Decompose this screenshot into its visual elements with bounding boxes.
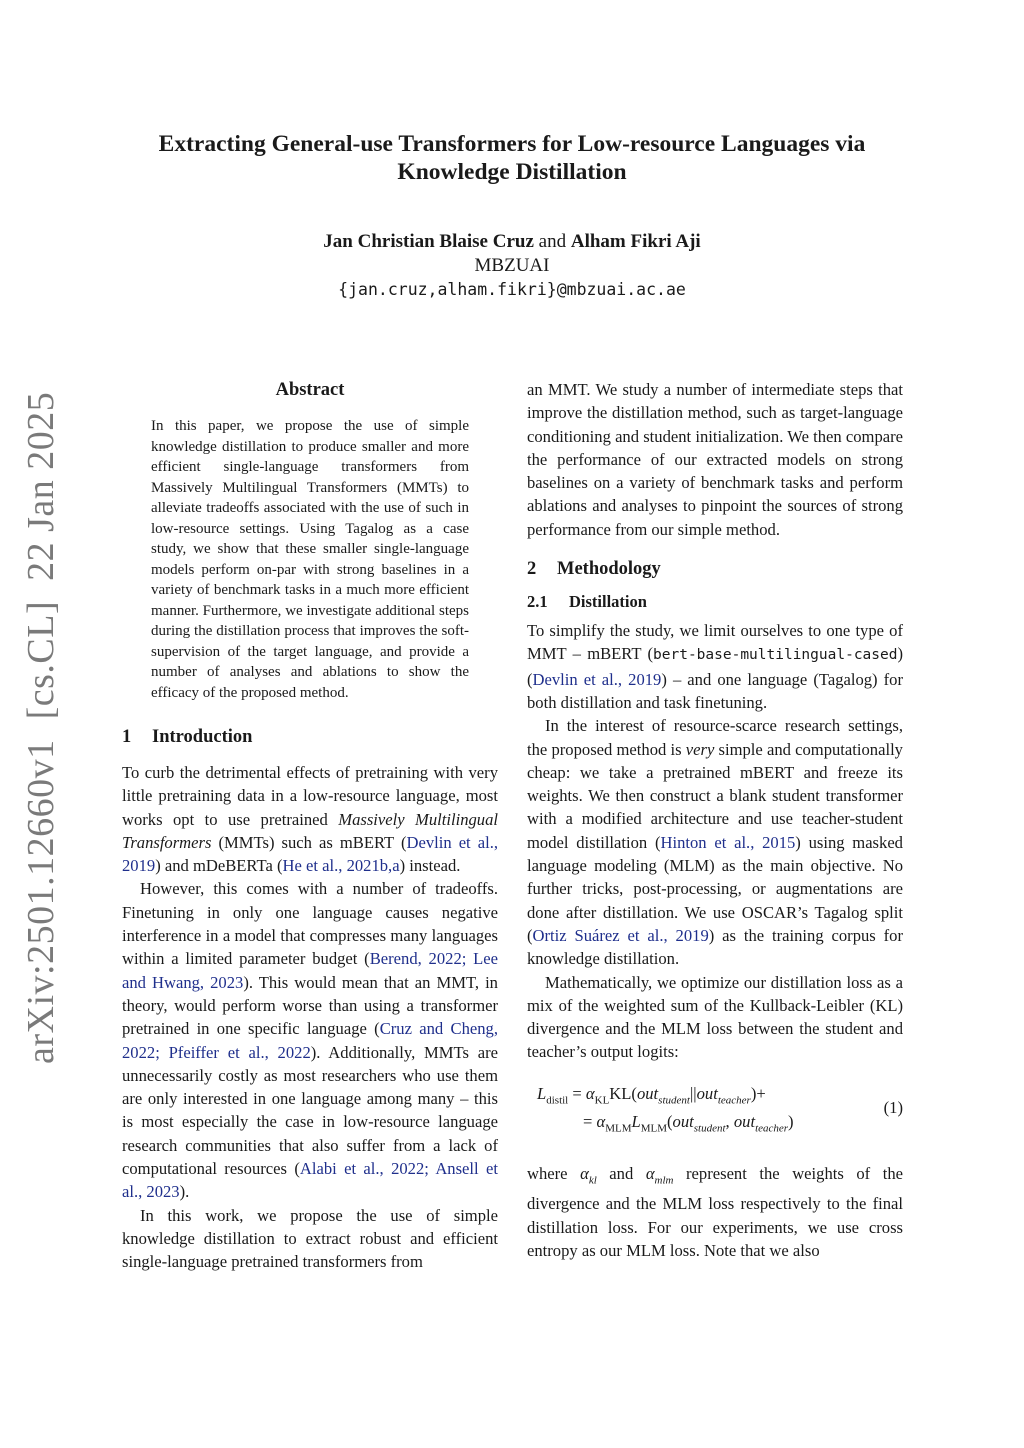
section-number: 1 — [122, 727, 132, 747]
citation-link[interactable]: Cruz and Cheng, 2022; Pfeiffer et al., 2022 — [122, 1019, 498, 1062]
emphasis: very — [685, 739, 715, 759]
arxiv-identifier: arXiv:2501.12660v1 [cs.CL] 22 Jan 2025 — [20, 391, 62, 1064]
citation-link[interactable]: Hinton et al., 2015 — [660, 832, 796, 852]
citation-link[interactable]: Ortiz Suárez et al., 2019 — [532, 925, 709, 945]
citation-link[interactable]: He et al., 2021b,a — [282, 856, 400, 876]
citation-link[interactable]: Devlin et al., 2019 — [122, 832, 498, 876]
citation-link[interactable]: Berend, 2022; Lee and Hwang, 2023 — [122, 949, 498, 992]
citation-link[interactable]: Devlin et al., 2019 — [532, 669, 662, 689]
citation-link[interactable]: Alabi et al., 2022; Ansell et al., 2023 — [122, 1159, 498, 1202]
model-identifier: bert-base-multilingual-cased — [653, 647, 898, 664]
author-1: Jan Christian Blaise Cruz — [323, 231, 534, 252]
section-heading-methodology — [527, 557, 903, 581]
equation-number: (1) — [883, 1097, 903, 1117]
equation-line-1: $L_{distil} = \alpha_{KL}KL(out_{student}||out_{teacher})+$ — [537, 1083, 766, 1107]
section-number: 2 — [527, 559, 537, 580]
method-paragraph-2: In the interest of resource-scarce research settings, the proposed method is very simple and computationally cheap: we take a pretrained mBERT and freeze its weights. We then construct a blank student transformer with a modified architecture and use teacher-student model distillation (Hinton et al., 2015) using masked language modeling (MLM) as the main objective. No further tricks, post-processing, or augmentations are done after distillation. We use OSCAR’s Tagalog split (Ortiz Suárez et al., 2019) as the training corpus for knowledge distillation. — [527, 716, 903, 969]
section-heading-introduction — [122, 725, 498, 749]
subsection-heading-distillation — [527, 591, 903, 613]
author-separator: and — [538, 231, 567, 252]
left-column — [122, 378, 498, 1274]
intro-paragraph-3-continued: an MMT. We study a number of intermediate steps that improve the distillation method, such as target-language conditioning and student initialization. We then compare the performance of our extracted models on strong baselines on a variety of benchmark tasks and perform ablations and analyses to pinpoint the sources of strong performance from our simple method. — [527, 380, 903, 539]
affiliation: MBZUAI — [474, 255, 550, 276]
right-column — [527, 378, 903, 1262]
paper-title: Extracting General-use Transformers for Low-resource Languages via Knowledge Distillation — [158, 131, 866, 185]
intro-paragraph-3: In this work, we propose the use of simple knowledge distillation to extract robust and efficient single-language pretrained transformers from — [122, 1205, 498, 1272]
method-paragraph-1: To simplify the study, we limit ourselves to one type of MMT – mBERT (bert-base-multilingual-cased) (Devlin et al., 2019) – and one language (Tagalog) for both distillation and task finetuning. — [527, 621, 903, 712]
section-title: Introduction — [152, 727, 253, 747]
subsection-title: Distillation — [569, 592, 647, 612]
method-paragraph-4: where $\alpha_{kl}$ and $\alpha_{mlm}$ represent the weights of the divergence and the MLM loss respectively to the final distillation loss. For our experiments, we use cross entropy as our MLM loss. Note that we also — [527, 1163, 903, 1260]
author-line — [100, 230, 924, 254]
intro-paragraph-1: To curb the detrimental effects of pretraining with very little pretraining data in a low-resource language, most works opt to use pretrained Massively Multilingual Transformers (MMTs) such as mBERT (Devlin et al., 2019) and mDeBERTa (He et al., 2021b,a) instead. — [122, 763, 499, 876]
abstract-heading: Abstract — [275, 380, 345, 400]
emphasis: Massively Multilingual Transformers — [122, 809, 499, 852]
equation-line-2: = $\alpha_{MLM}L_{MLM}(out_{student}$, out$_{teacher}$) — [583, 1111, 794, 1135]
section-title: Methodology — [557, 559, 661, 580]
method-paragraph-3: Mathematically, we optimize our distillation loss as a mix of the weighted sum of the Kullback-Leibler (KL) divergence and the MLM loss between the student and teacher’s output logits: — [527, 972, 903, 1062]
equation-1 — [527, 1084, 903, 1144]
author-email: {jan.cruz,alham.fikri}@mbzuai.ac.ae — [338, 280, 686, 299]
author-2: Alham Fikri Aji — [570, 231, 701, 252]
intro-paragraph-2: However, this comes with a number of tradeoffs. Finetuning in only one language causes negative interference in a model that compresses many languages within a limited parameter budget (Berend, 2022; Lee and Hwang, 2023). This would mean that an MMT, in theory, would perform worse than using a transformer pretrained in one specific language (Cruz and Cheng, 2022; Pfeiffer et al., 2022). Additionally, MMTs are unnecessarily costly as most researchers who use them are only interested in one language among many – this is most especially the case in low-resource language research communities that also suffer from a lack of computational resources (Alabi et al., 2022; Ansell et al., 2023). — [122, 879, 499, 1202]
author-block — [100, 230, 924, 302]
subsection-number: 2.1 — [527, 592, 548, 612]
abstract-text: In this paper, we propose the use of simple knowledge distillation to produce smaller and more efficient single-language transformers from Massively Multilingual Transformers (MMTs) to alleviate tradeoffs associated with the use of such in low-resource settings. Using Tagalog as a case study, we show that these smaller single-language models perform on-par with strong baselines in a variety of benchmark tasks in a much more efficient manner. Furthermore, we investigate additional steps during the distillation process that improves the soft-supervision of the target language, and provide a number of analyses and ablations to show the efficacy of the proposed method. — [151, 418, 469, 701]
